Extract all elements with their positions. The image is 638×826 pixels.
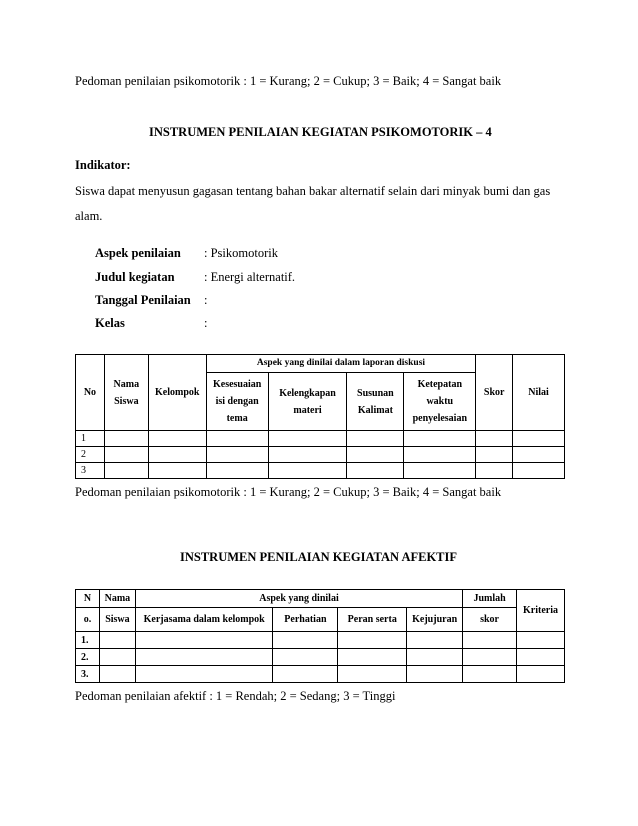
cell-empty [517,632,565,649]
header-perhatian: Perhatian [273,608,338,632]
cell-empty [513,463,565,479]
guideline-afektif: Pedoman penilaian afektif : 1 = Rendah; 2 = Sedang; 3 = Tinggi [75,689,396,703]
header-peran-serta: Peran serta [338,608,407,632]
indikator-text: Siswa dapat menyusun gagasan tentang bahan bakar alternatif selain dari minyak bumi dan gas [75,184,551,198]
field-label-aspek: Aspek penilaian [95,246,181,260]
header-aspek-group: Aspek yang dinilai dalam laporan diskusi [206,355,476,373]
indikator-label: Indikator: [75,158,131,172]
header-no: No [76,355,105,431]
row-number: 3. [76,666,100,683]
table-row [76,666,565,683]
cell-empty [404,431,476,447]
table-row [76,463,565,479]
header-kejujuran: Kejujuran [407,608,463,632]
header-susunan: Susunan Kalimat [347,373,404,431]
row-number: 2 [76,447,105,463]
header-jumlah-bottom: skor [463,608,517,632]
cell-empty [148,447,206,463]
cell-empty [463,649,517,666]
cell-empty [273,632,338,649]
cell-empty [268,431,347,447]
header-kerjasama: Kerjasama dalam kelompok [135,608,273,632]
table-row [76,632,565,649]
row-number: 2. [76,649,100,666]
field-value-judul: : Energi alternatif. [204,270,296,284]
cell-empty [407,649,463,666]
afektif-table [75,589,565,683]
header-kelompok: Kelompok [148,355,206,431]
header-no-bottom: o. [76,608,100,632]
header-nama-siswa: Nama Siswa [104,355,148,431]
cell-empty [104,447,148,463]
field-value-kelas: : [204,316,208,330]
cell-empty [476,431,513,447]
header-kriteria: Kriteria [517,590,565,632]
cell-empty [273,649,338,666]
cell-empty [338,632,407,649]
cell-empty [338,666,407,683]
afektif-title: INSTRUMEN PENILAIAN KEGIATAN AFEKTIF [180,550,458,564]
cell-empty [206,463,268,479]
header-aspek-group: Aspek yang dinilai [135,590,462,608]
cell-empty [135,666,273,683]
cell-empty [513,447,565,463]
cell-empty [338,649,407,666]
field-label-judul: Judul kegiatan [95,270,175,284]
cell-empty [517,666,565,683]
cell-empty [517,649,565,666]
psikomotorik-table [75,354,565,479]
field-value-aspek: : Psikomotorik [204,246,278,260]
cell-empty [206,431,268,447]
header-no-top: N [76,590,100,608]
cell-empty [99,632,135,649]
cell-empty [268,447,347,463]
cell-empty [104,431,148,447]
row-number: 1 [76,431,105,447]
cell-empty [476,463,513,479]
cell-empty [513,431,565,447]
cell-empty [148,431,206,447]
cell-empty [347,447,404,463]
cell-empty [476,447,513,463]
field-label-tanggal: Tanggal Penilaian [95,293,191,307]
header-nama-top: Nama [99,590,135,608]
cell-empty [273,666,338,683]
cell-empty [135,632,273,649]
cell-empty [99,649,135,666]
header-nilai: Nilai [513,355,565,431]
cell-empty [148,463,206,479]
cell-empty [463,632,517,649]
cell-empty [206,447,268,463]
field-value-tanggal: : [204,293,208,307]
header-nama-bottom: Siswa [99,608,135,632]
row-number: 3 [76,463,105,479]
cell-empty [268,463,347,479]
guideline-psikomotorik: Pedoman penilaian psikomotorik : 1 = Kurang; 2 = Cukup; 3 = Baik; 4 = Sangat baik [75,485,502,499]
cell-empty [99,666,135,683]
cell-empty [104,463,148,479]
indikator-text-cont: alam. [75,209,103,223]
guideline-top: Pedoman penilaian psikomotorik : 1 = Kurang; 2 = Cukup; 3 = Baik; 4 = Sangat baik [75,74,502,88]
cell-empty [347,431,404,447]
cell-empty [135,649,273,666]
cell-empty [404,447,476,463]
header-jumlah-top: Jumlah [463,590,517,608]
cell-empty [407,666,463,683]
cell-empty [407,632,463,649]
header-kesesuaian: Kesesuaian isi dengan tema [206,373,268,431]
cell-empty [404,463,476,479]
table-row [76,447,565,463]
header-ketepatan: Ketepatan waktu penyelesaian [404,373,476,431]
header-skor: Skor [476,355,513,431]
field-label-kelas: Kelas [95,316,125,330]
cell-empty [463,666,517,683]
cell-empty [347,463,404,479]
table-row [76,649,565,666]
psikomotorik-title: INSTRUMEN PENILAIAN KEGIATAN PSIKOMOTORIK – 4 [149,125,492,139]
header-kelengkapan: Kelengkapan materi [268,373,347,431]
row-number: 1. [76,632,100,649]
table-row [76,431,565,447]
